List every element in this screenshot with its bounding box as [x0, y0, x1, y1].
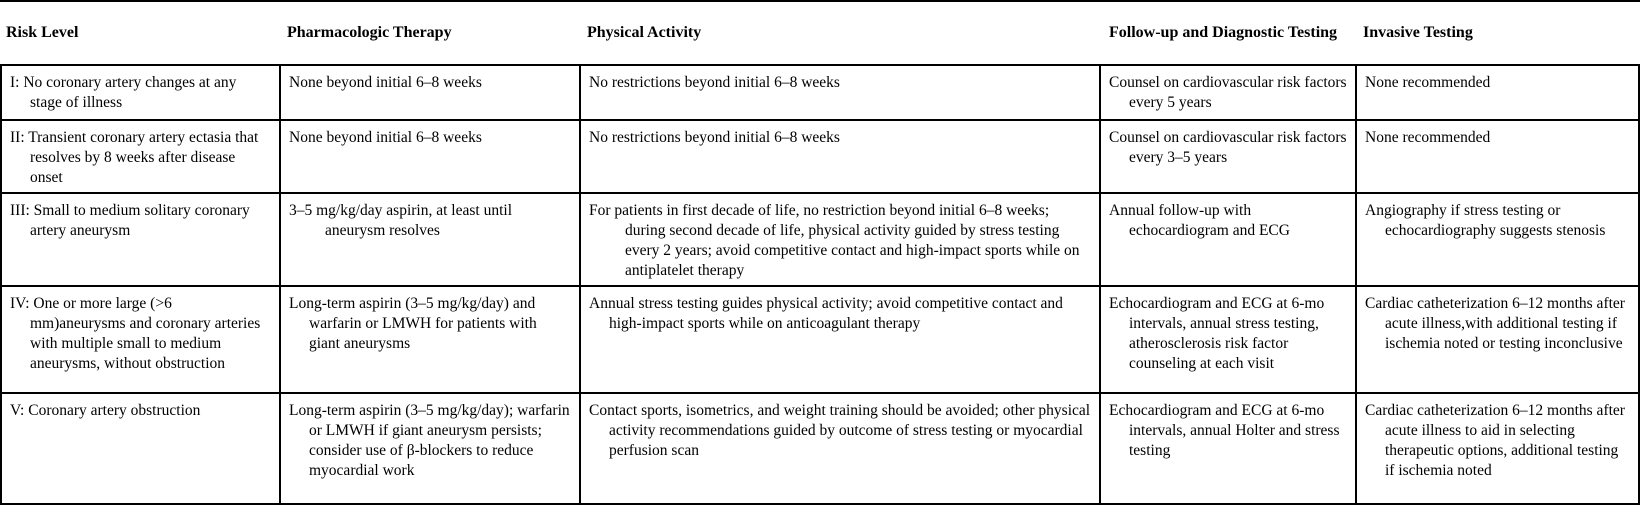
- cell-pharmacologic-therapy: 3–5 mg/kg/day aspirin, at least until aneurysm resolves: [281, 194, 581, 287]
- cell-follow-up: Counsel on cardiovascular risk factors every 5 years: [1101, 66, 1357, 121]
- header-pharmacologic-therapy: Pharmacologic Therapy: [281, 0, 581, 66]
- header-row: [0, 0, 1640, 66]
- cell-risk-level: II: Transient coronary artery ectasia that resolves by 8 weeks after disease onset: [0, 121, 281, 194]
- header-invasive-testing: Invasive Testing: [1357, 0, 1640, 66]
- cell-physical-activity: No restrictions beyond initial 6–8 weeks: [581, 66, 1101, 121]
- cell-pharmacologic-therapy: None beyond initial 6–8 weeks: [281, 66, 581, 121]
- cell-pharmacologic-therapy: None beyond initial 6–8 weeks: [281, 121, 581, 194]
- header-physical-activity: Physical Activity: [581, 0, 1101, 66]
- cell-physical-activity: For patients in first decade of life, no restriction beyond initial 6–8 weeks; during second decade of life, physical activity guided by stress testing every 2 years; avoid competitive contact and high-impact sports while on antiplatelet therapy: [581, 194, 1101, 287]
- table-row: [0, 287, 1640, 394]
- cell-physical-activity: Contact sports, isometrics, and weight training should be avoided; other physical activity recommendations guided by outcome of stress testing or myocardial perfusion scan: [581, 394, 1101, 505]
- table-row: [0, 394, 1640, 505]
- cell-risk-level: IV: One or more large (>6 mm)aneurysms and coronary arteries with multiple small to medium aneurysms, without obstruction: [0, 287, 281, 394]
- cell-risk-level: I: No coronary artery changes at any stage of illness: [0, 66, 281, 121]
- table-row: [0, 121, 1640, 194]
- cell-invasive-testing: None recommended: [1357, 121, 1640, 194]
- cell-follow-up: Echocardiogram and ECG at 6-mo intervals, annual Holter and stress testing: [1101, 394, 1357, 505]
- cell-follow-up: Annual follow-up with echocardiogram and ECG: [1101, 194, 1357, 287]
- cell-risk-level: V: Coronary artery obstruction: [0, 394, 281, 505]
- header-risk-level: Risk Level: [0, 0, 281, 66]
- table-row: [0, 66, 1640, 121]
- cell-invasive-testing: None recommended: [1357, 66, 1640, 121]
- cell-pharmacologic-therapy: Long-term aspirin (3–5 mg/kg/day); warfarin or LMWH if giant aneurysm persists; consider use of β-blockers to reduce myocardial work: [281, 394, 581, 505]
- cell-invasive-testing: Cardiac catheterization 6–12 months after acute illness to aid in selecting therapeutic options, additional testing if ischemia noted: [1357, 394, 1640, 505]
- cell-physical-activity: No restrictions beyond initial 6–8 weeks: [581, 121, 1101, 194]
- header-follow-up: Follow-up and Diagnostic Testing: [1101, 0, 1357, 66]
- table-body: [0, 66, 1640, 505]
- cell-invasive-testing: Cardiac catheterization 6–12 months after acute illness,with additional testing if ischemia noted or testing inconclusive: [1357, 287, 1640, 394]
- cell-follow-up: Echocardiogram and ECG at 6-mo intervals, annual stress testing, atherosclerosis risk factor counseling at each visit: [1101, 287, 1357, 394]
- cell-physical-activity: Annual stress testing guides physical activity; avoid competitive contact and high-impact sports while on anticoagulant therapy: [581, 287, 1101, 394]
- table-row: [0, 194, 1640, 287]
- table-header: [0, 0, 1640, 66]
- cell-follow-up: Counsel on cardiovascular risk factors every 3–5 years: [1101, 121, 1357, 194]
- cell-pharmacologic-therapy: Long-term aspirin (3–5 mg/kg/day) and warfarin or LMWH for patients with giant aneurysms: [281, 287, 581, 394]
- cell-risk-level: III: Small to medium solitary coronary artery aneurysm: [0, 194, 281, 287]
- cell-invasive-testing: Angiography if stress testing or echocardiography suggests stenosis: [1357, 194, 1640, 287]
